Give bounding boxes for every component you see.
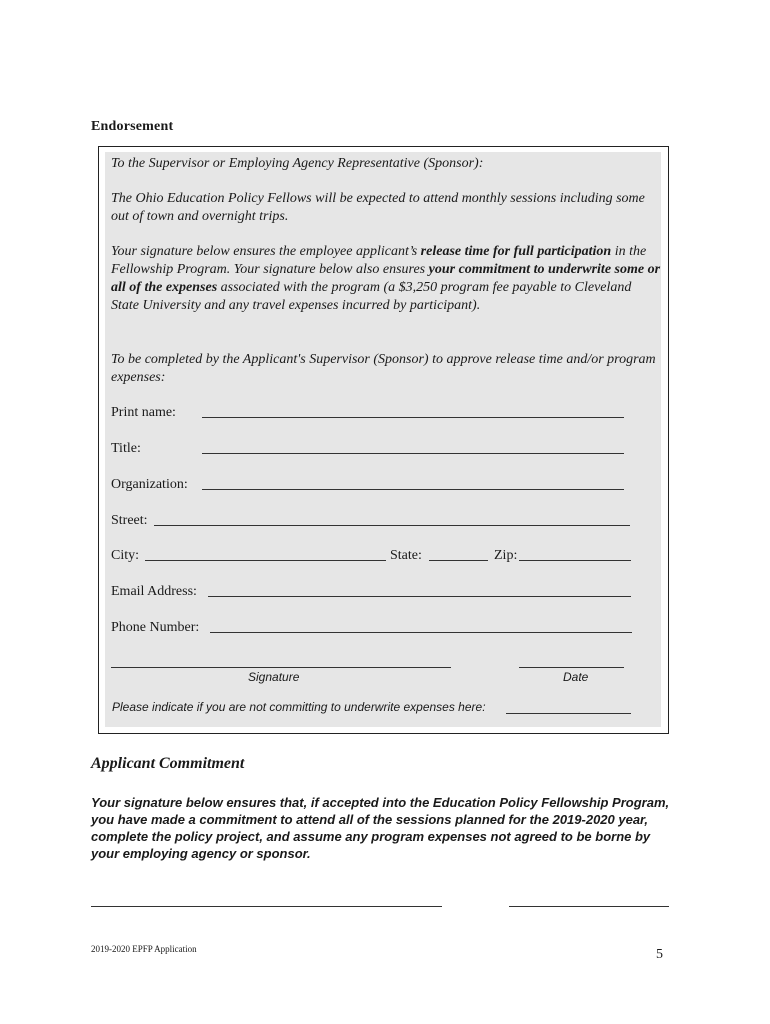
email-field xyxy=(111,583,631,603)
email-label: Email Address: xyxy=(111,584,197,599)
zip-label: Zip: xyxy=(494,548,518,563)
underwrite-note: Please indicate if you are not committing to underwrite expenses here: xyxy=(112,700,486,714)
salutation: To the Supervisor or Employing Agency Representative (Sponsor): xyxy=(111,156,484,171)
intro-paragraph: The Ohio Education Policy Fellows will be expected to attend monthly sessions including some out of town and overnight trips. xyxy=(111,191,645,224)
title-field xyxy=(111,440,631,460)
signature-paragraph-part1: Your signature below ensures the employee applicant’s xyxy=(111,244,421,259)
city-label: City: xyxy=(111,548,140,563)
footer-text: 2019-2020 EPFP Application xyxy=(91,944,197,954)
city-line[interactable] xyxy=(145,560,386,561)
date-label: Date xyxy=(563,670,589,684)
release-time-emphasis: release time for full participation xyxy=(420,244,612,259)
underwrite-emphasis: your commitment to underwrite some or all of the expenses xyxy=(111,262,661,295)
page-number: 5 xyxy=(656,947,663,962)
applicant-date-line[interactable] xyxy=(509,906,669,907)
zip-line[interactable] xyxy=(519,560,631,561)
signature-paragraph-part3: associated with the program (a $3,250 program fee payable to Cleveland State University and any travel expenses incurred by participant). xyxy=(111,280,632,313)
title-label: Title: xyxy=(111,441,141,456)
organization-field xyxy=(111,476,631,496)
date-line[interactable] xyxy=(519,667,624,668)
print-name-label: Print name: xyxy=(111,405,176,420)
city-state-zip-field xyxy=(111,547,631,567)
applicant-signature-line[interactable] xyxy=(91,906,442,907)
state-label: State: xyxy=(390,548,422,563)
email-line[interactable] xyxy=(208,596,631,597)
street-line[interactable] xyxy=(154,525,630,526)
state-line[interactable] xyxy=(429,560,488,561)
phone-line[interactable] xyxy=(210,632,632,633)
organization-line[interactable] xyxy=(202,489,624,490)
organization-label: Organization: xyxy=(111,477,188,492)
signature-line[interactable] xyxy=(111,667,451,668)
print-name-line[interactable] xyxy=(202,417,624,418)
phone-label: Phone Number: xyxy=(111,620,200,635)
applicant-commitment-text: Your signature below ensures that, if accepted into the Education Policy Fellowship Program, you have made a commitment to attend all of the sessions planned for the 2019-2020 year, complete the policy project, and assume any program expenses not agreed to be borne by your employing agency or sponsor. xyxy=(91,795,670,861)
signature-paragraph-part2: in the Fellowship Program. Your signature below also ensures xyxy=(111,244,647,277)
phone-field xyxy=(111,619,631,639)
street-field xyxy=(111,512,631,532)
signature-label: Signature xyxy=(248,670,300,684)
completion-instructions: To be completed by the Applicant's Supervisor (Sponsor) to approve release time and/or program expenses: xyxy=(111,352,656,385)
applicant-commitment-title: Applicant Commitment xyxy=(91,755,245,772)
street-label: Street: xyxy=(111,513,148,528)
print-name-field xyxy=(111,404,631,424)
section-heading: Endorsement xyxy=(91,119,174,134)
title-line[interactable] xyxy=(202,453,624,454)
underwrite-note-line[interactable] xyxy=(506,713,631,714)
signature-paragraph xyxy=(111,243,661,315)
